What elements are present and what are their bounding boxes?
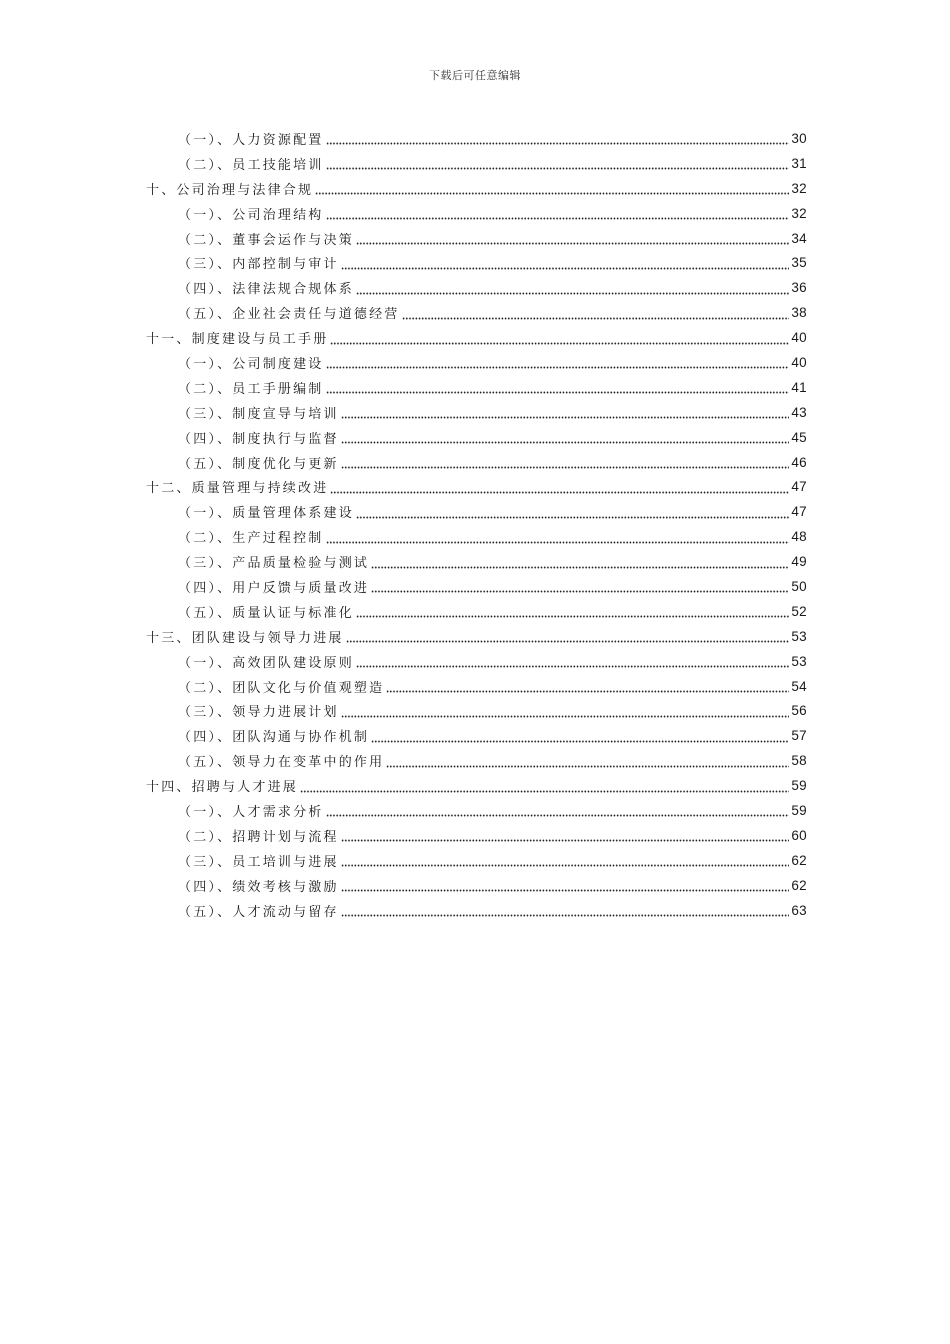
- toc-section-entry[interactable]: [0, 425, 950, 450]
- toc-dot-leader: [371, 733, 789, 743]
- toc-section-entry[interactable]: [0, 499, 950, 524]
- page-header: 下载后可任意编辑: [429, 69, 521, 82]
- toc-section-entry[interactable]: [0, 848, 950, 873]
- toc-chapter-entry[interactable]: [0, 624, 950, 649]
- toc-page-number: 32: [791, 205, 807, 221]
- toc-dot-leader: [326, 384, 790, 394]
- toc-page-number: 56: [791, 703, 807, 719]
- toc-page-number: 62: [791, 852, 807, 868]
- toc-dot-leader: [326, 807, 790, 817]
- toc-page-number: 40: [791, 330, 807, 346]
- toc-page-number: 34: [791, 230, 807, 246]
- toc-section-entry[interactable]: [0, 823, 950, 848]
- toc-section-entry[interactable]: [0, 250, 950, 275]
- toc-page-number: 54: [791, 678, 807, 694]
- toc-dot-leader: [315, 185, 789, 195]
- toc-section-entry[interactable]: [0, 400, 950, 425]
- toc-dot-leader: [341, 882, 790, 892]
- toc-entry-label: （三）、领导力进展计划: [178, 705, 339, 721]
- toc-page-number: 47: [791, 504, 807, 520]
- toc-page-number: 59: [791, 778, 807, 794]
- toc-page-number: 49: [791, 554, 807, 570]
- toc-page-number: 53: [791, 653, 807, 669]
- toc-dot-leader: [341, 907, 790, 917]
- toc-entry-label: （三）、产品质量检验与测试: [178, 556, 370, 572]
- toc-chapter-entry[interactable]: [0, 176, 950, 201]
- toc-dot-leader: [326, 534, 790, 544]
- toc-dot-leader: [300, 783, 789, 793]
- toc-page-number: 57: [791, 728, 807, 744]
- toc-page-number: 36: [791, 280, 807, 296]
- toc-page-number: 62: [791, 877, 807, 893]
- toc-entry-label: （一）、公司治理结构: [178, 207, 324, 223]
- toc-entry-label: （一）、高效团队建设原则: [178, 655, 354, 671]
- toc-entry-label: （五）、质量认证与标准化: [178, 605, 354, 621]
- toc-dot-leader: [346, 633, 790, 643]
- toc-entry-label: （五）、企业社会责任与道德经营: [178, 307, 400, 323]
- toc-entry-label: （三）、内部控制与审计: [178, 257, 339, 273]
- toc-entry-label: 十二、质量管理与持续改进: [146, 481, 329, 497]
- toc-page-number: 50: [791, 578, 807, 594]
- toc-chapter-entry[interactable]: [0, 773, 950, 798]
- toc-entry-label: （四）、用户反馈与质量改进: [178, 580, 370, 596]
- toc-chapter-entry[interactable]: [0, 325, 950, 350]
- toc-section-entry[interactable]: [0, 275, 950, 300]
- toc-entry-label: （三）、制度宣导与培训: [178, 406, 339, 422]
- toc-entry-label: （二）、招聘计划与流程: [178, 829, 339, 845]
- toc-section-entry[interactable]: [0, 226, 950, 251]
- toc-entry-label: （五）、人才流动与留存: [178, 904, 339, 920]
- toc-page-number: 60: [791, 827, 807, 843]
- toc-page-number: 45: [791, 429, 807, 445]
- toc-page-number: 38: [791, 305, 807, 321]
- toc-dot-leader: [341, 260, 790, 270]
- toc-section-entry[interactable]: [0, 524, 950, 549]
- toc-page-number: 46: [791, 454, 807, 470]
- toc-entry-label: （二）、董事会运作与决策: [178, 232, 354, 248]
- toc-page-number: 47: [791, 479, 807, 495]
- toc-section-entry[interactable]: [0, 723, 950, 748]
- toc-dot-leader: [356, 235, 789, 245]
- toc-section-entry[interactable]: [0, 126, 950, 151]
- toc-page-number: 30: [791, 130, 807, 146]
- toc-entry-label: （四）、法律法规合规体系: [178, 282, 354, 298]
- toc-dot-leader: [386, 683, 789, 693]
- toc-dot-leader: [330, 484, 789, 494]
- toc-dot-leader: [326, 359, 790, 369]
- toc-dot-leader: [341, 409, 790, 419]
- toc-page-number: 52: [791, 603, 807, 619]
- toc-entry-label: 十四、招聘与人才进展: [146, 780, 299, 796]
- toc-page-number: 53: [791, 628, 807, 644]
- toc-dot-leader: [341, 857, 790, 867]
- toc-dot-leader: [341, 434, 790, 444]
- toc-dot-leader: [386, 758, 789, 768]
- toc-page-number: 31: [791, 155, 807, 171]
- toc-dot-leader: [356, 608, 789, 618]
- toc-section-entry[interactable]: [0, 375, 950, 400]
- toc-entry-label: （三）、员工培训与进展: [178, 854, 339, 870]
- toc-entry-label: （五）、制度优化与更新: [178, 456, 339, 472]
- toc-dot-leader: [356, 285, 789, 295]
- toc-section-entry[interactable]: [0, 748, 950, 773]
- toc-dot-leader: [341, 459, 790, 469]
- toc-dot-leader: [326, 135, 790, 145]
- toc-page-number: 35: [791, 255, 807, 271]
- toc-dot-leader: [356, 658, 789, 668]
- toc-section-entry[interactable]: [0, 574, 950, 599]
- toc-section-entry[interactable]: [0, 350, 950, 375]
- toc-section-entry[interactable]: [0, 898, 950, 923]
- toc-section-entry[interactable]: [0, 599, 950, 624]
- toc-section-entry[interactable]: [0, 201, 950, 226]
- toc-entry-label: （一）、公司制度建设: [178, 356, 324, 372]
- toc-dot-leader: [371, 583, 789, 593]
- toc-page-number: 41: [791, 379, 807, 395]
- toc-page-number: 32: [791, 180, 807, 196]
- toc-page-number: 40: [791, 354, 807, 370]
- toc-entry-label: （二）、生产过程控制: [178, 531, 324, 547]
- toc-page-number: 63: [791, 902, 807, 918]
- toc-section-entry[interactable]: [0, 698, 950, 723]
- toc-page-number: 58: [791, 753, 807, 769]
- toc-section-entry[interactable]: [0, 151, 950, 176]
- toc-section-entry[interactable]: [0, 649, 950, 674]
- toc-section-entry[interactable]: [0, 798, 950, 823]
- table-of-contents: [0, 126, 950, 923]
- toc-entry-label: （四）、团队沟通与协作机制: [178, 730, 370, 746]
- toc-entry-label: 十三、团队建设与领导力进展: [146, 630, 344, 646]
- toc-entry-label: （二）、员工技能培训: [178, 157, 324, 173]
- toc-entry-label: （四）、制度执行与监督: [178, 431, 339, 447]
- toc-entry-label: 十一、制度建设与员工手册: [146, 332, 329, 348]
- toc-dot-leader: [330, 335, 789, 345]
- toc-dot-leader: [402, 310, 790, 320]
- toc-entry-label: （一）、人力资源配置: [178, 132, 324, 148]
- toc-dot-leader: [341, 708, 790, 718]
- toc-section-entry[interactable]: [0, 450, 950, 475]
- toc-section-entry[interactable]: [0, 674, 950, 699]
- toc-entry-label: （二）、员工手册编制: [178, 381, 324, 397]
- toc-section-entry[interactable]: [0, 873, 950, 898]
- toc-entry-label: （五）、领导力在变革中的作用: [178, 755, 385, 771]
- toc-entry-label: （二）、团队文化与价值观塑造: [178, 680, 385, 696]
- toc-entry-label: （一）、人才需求分析: [178, 804, 324, 820]
- toc-page-number: 48: [791, 529, 807, 545]
- toc-page-number: 59: [791, 802, 807, 818]
- toc-section-entry[interactable]: [0, 300, 950, 325]
- toc-entry-label: 十、公司治理与法律合规: [146, 182, 314, 198]
- toc-section-entry[interactable]: [0, 549, 950, 574]
- toc-entry-label: （四）、绩效考核与激励: [178, 879, 339, 895]
- toc-chapter-entry[interactable]: [0, 474, 950, 499]
- toc-dot-leader: [371, 559, 789, 569]
- toc-dot-leader: [341, 832, 790, 842]
- toc-dot-leader: [326, 160, 790, 170]
- toc-dot-leader: [326, 210, 790, 220]
- toc-entry-label: （一）、质量管理体系建设: [178, 506, 354, 522]
- toc-dot-leader: [356, 509, 789, 519]
- toc-page-number: 43: [791, 404, 807, 420]
